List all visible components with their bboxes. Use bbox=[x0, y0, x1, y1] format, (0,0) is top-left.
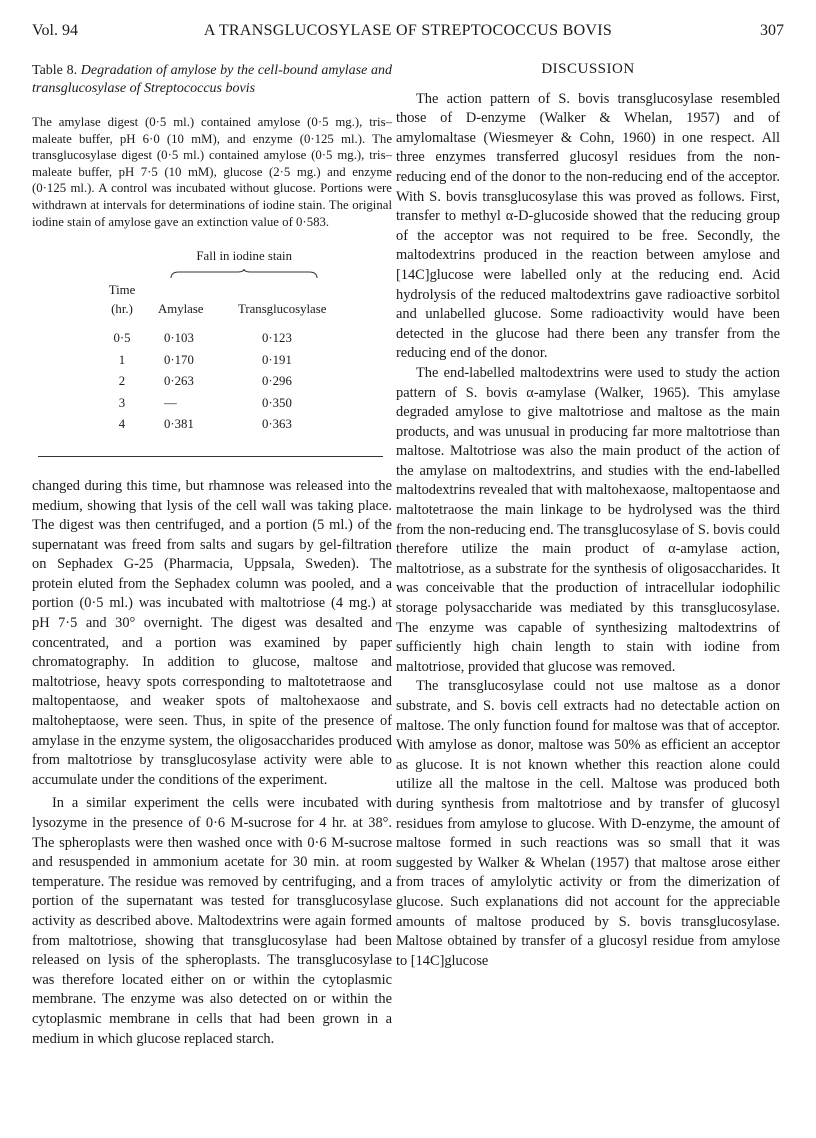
table-row: 3 — 0·350 bbox=[118, 395, 292, 410]
col-header-time-unit: (hr.) bbox=[111, 302, 133, 317]
group-header: Fall in iodine stain bbox=[196, 249, 293, 264]
table-label: Table 8. bbox=[32, 63, 78, 78]
col-header-amylase: Amylase bbox=[158, 302, 204, 317]
table-row: 0·5 0·103 0·123 bbox=[113, 330, 292, 345]
brace-icon bbox=[169, 269, 319, 279]
volume-number: Vol. 94 bbox=[32, 22, 78, 39]
table-caption bbox=[32, 62, 392, 98]
page-number: 307 bbox=[760, 22, 784, 39]
table-row: 2 0·263 0·296 bbox=[118, 374, 292, 389]
table-row: 1 0·170 0·191 bbox=[118, 352, 292, 367]
col-header-time: Time bbox=[108, 282, 136, 297]
table-caption-text: Degradation of amylose by the cell-bound amylase and transglucosylase of Streptococcus bovis bbox=[32, 63, 393, 96]
running-title: A TRANSGLUCOSYLASE OF STREPTOCOCCUS BOVIS bbox=[203, 22, 613, 39]
body-paragraph: The action pattern of S. bovis transglucosylase resembled those of D-enzyme (Walker & Whelan, 1957) and of amylomaltase (Wiesmeyer & Cohn, 1960) in one respect. All three enzymes transferred glucosyl residues from the non-reducing end of the donor to the non-reducing end of the acceptor. With S. bovis transglucosylase this was proved as follows. First, transfer to methyl α-D-glucoside showed that the reducing group of the acceptor was not required to be free. Secondly, the maltodextrins produced in the reaction between amylose and [14C]glucose were labelled only at the reducing end. Acid hydrolysis of the reduced maltodextrins gave radioactive sorbitol and unlabelled glucose. Some radioactivity would have been detected in the glucose had there been any transfer from the reducing end of the donor. bbox=[396, 90, 780, 362]
body-paragraph: changed during this time, but rhamnose was released into the medium, showing that lysis of the cell wall was taking place. The digest was then centrifuged, and a portion (5 ml.) of the supernatant was freed from salts and sugars by gel-filtration on Sephadex G-25 (Pharmacia, Uppsala, Sweden). The protein eluted from the Sephadex column was pooled, and a portion (0·5 ml.) was incubated with maltotriose (4 mg.) at pH 7·5 and 30° overnight. The digest was desalted and concentrated, and a portion was examined by paper chromatography. In addition to glucose, maltose and maltotriose, heavy spots corresponding to maltotetraose and maltopentaose, and weaker spots of maltohexaose and maltoheptaose, were seen. Thus, in spite of the presence of amylase in the enzyme system, the oligosaccharides produced from maltotriose by transglucosylase activity were able to accumulate under the conditions of the experiment. bbox=[32, 477, 392, 788]
body-paragraph: In a similar experiment the cells were incubated with lysozyme in the presence of 0·6 M-sucrose for 4 hr. at 38°. The spheroplasts were then washed once with 0·6 M-sucrose and resuspended in ammonium acetate for 30 min. at room temperature. The residue was removed by centrifuging, and a portion of the supernatant was tested for transglucosylase activity as described above. Maltodextrins were again formed from maltotriose, showing that transglucosylase had been released on lysis of the spheroplasts. The transglucosylase was therefore located either on or within the cytoplasmic membrane. The enzyme was also detected on or within the cytoplasmic membrane in cells that had been grown in a medium in which glucose replaced starch. bbox=[32, 795, 392, 1047]
section-heading: DISCUSSION bbox=[541, 61, 635, 77]
body-paragraph: The end-labelled maltodextrins were used to study the action pattern of S. bovis α-amylase (Walker, 1965). This amylase degraded amylose to give maltotriose and maltose as the main products, and was unusual in producing far more maltotriose than maltose. Maltotriose was also the main product of the action of the amylase on maltodextrins, and studies with the end-labelled maltodextrins revealed that with maltohexaose, maltopentaose and maltotetraose the main linkage to be hydrolysed was the third from the non-reducing end. The transglucosylase of S. bovis could therefore utilize the main product of α-amylase action, maltotriose, as a substrate for the synthesis of oligosaccharides. It was conceivable that the production of intracellular iodophilic storage polysaccharide was mediated by this transglucosylase. The enzyme was capable of synthesizing maltodextrins of sufficiently high chain length to stain with iodine from maltotriose, provided that glucose was removed. bbox=[396, 364, 780, 675]
data-table bbox=[92, 246, 326, 436]
table-row: 4 0·381 0·363 bbox=[118, 417, 292, 432]
left-column bbox=[32, 52, 392, 1049]
table-note: The amylase digest (0·5 ml.) contained amylose (0·5 mg.), tris–maleate buffer, pH 6·0 (10 mM), and enzyme (0·125 ml.). The transglucosylase digest (0·5 ml.) contained amylose (0·5 mg.), tris–maleate buffer, pH 7·5 (10 mM), glucose (2·5 mg.) and enzyme (0·125 ml.). A control was incubated without glucose. Portions were withdrawn at intervals for determinations of iodine stain. The original iodine stain of amylose gave an extinction value of 0·583. bbox=[32, 115, 392, 229]
body-paragraph: The transglucosylase could not use maltose as a donor substrate, and S. bovis cell extracts had no detectable action on maltose. The only function found for maltose was that of acceptor. With amylose as donor, maltose was 50% as efficient an acceptor as glucose. It is not known whether this reaction alone could utilize all the maltose in the cell. Maltose was produced both during synthesis from maltotriose and by transfer of glucosyl residues from amylose to glucose. With D-enzyme, the amount of maltose formed in such reactions was so small that it was suggested by Walker & Whelan (1957) that maltose arose either from traces of amylolytic activity or from the dimerization of glucose. Such explanations did not account for the appreciable amounts of maltose produced by S. bovis transglucosylase. Maltose obtained by transfer of a glucosyl residue from amylose to [14C]glucose bbox=[396, 678, 780, 969]
right-column bbox=[396, 52, 780, 971]
running-header bbox=[32, 22, 784, 44]
col-header-transglucosylase: Transglucosylase bbox=[238, 302, 327, 317]
table-divider bbox=[38, 456, 383, 457]
